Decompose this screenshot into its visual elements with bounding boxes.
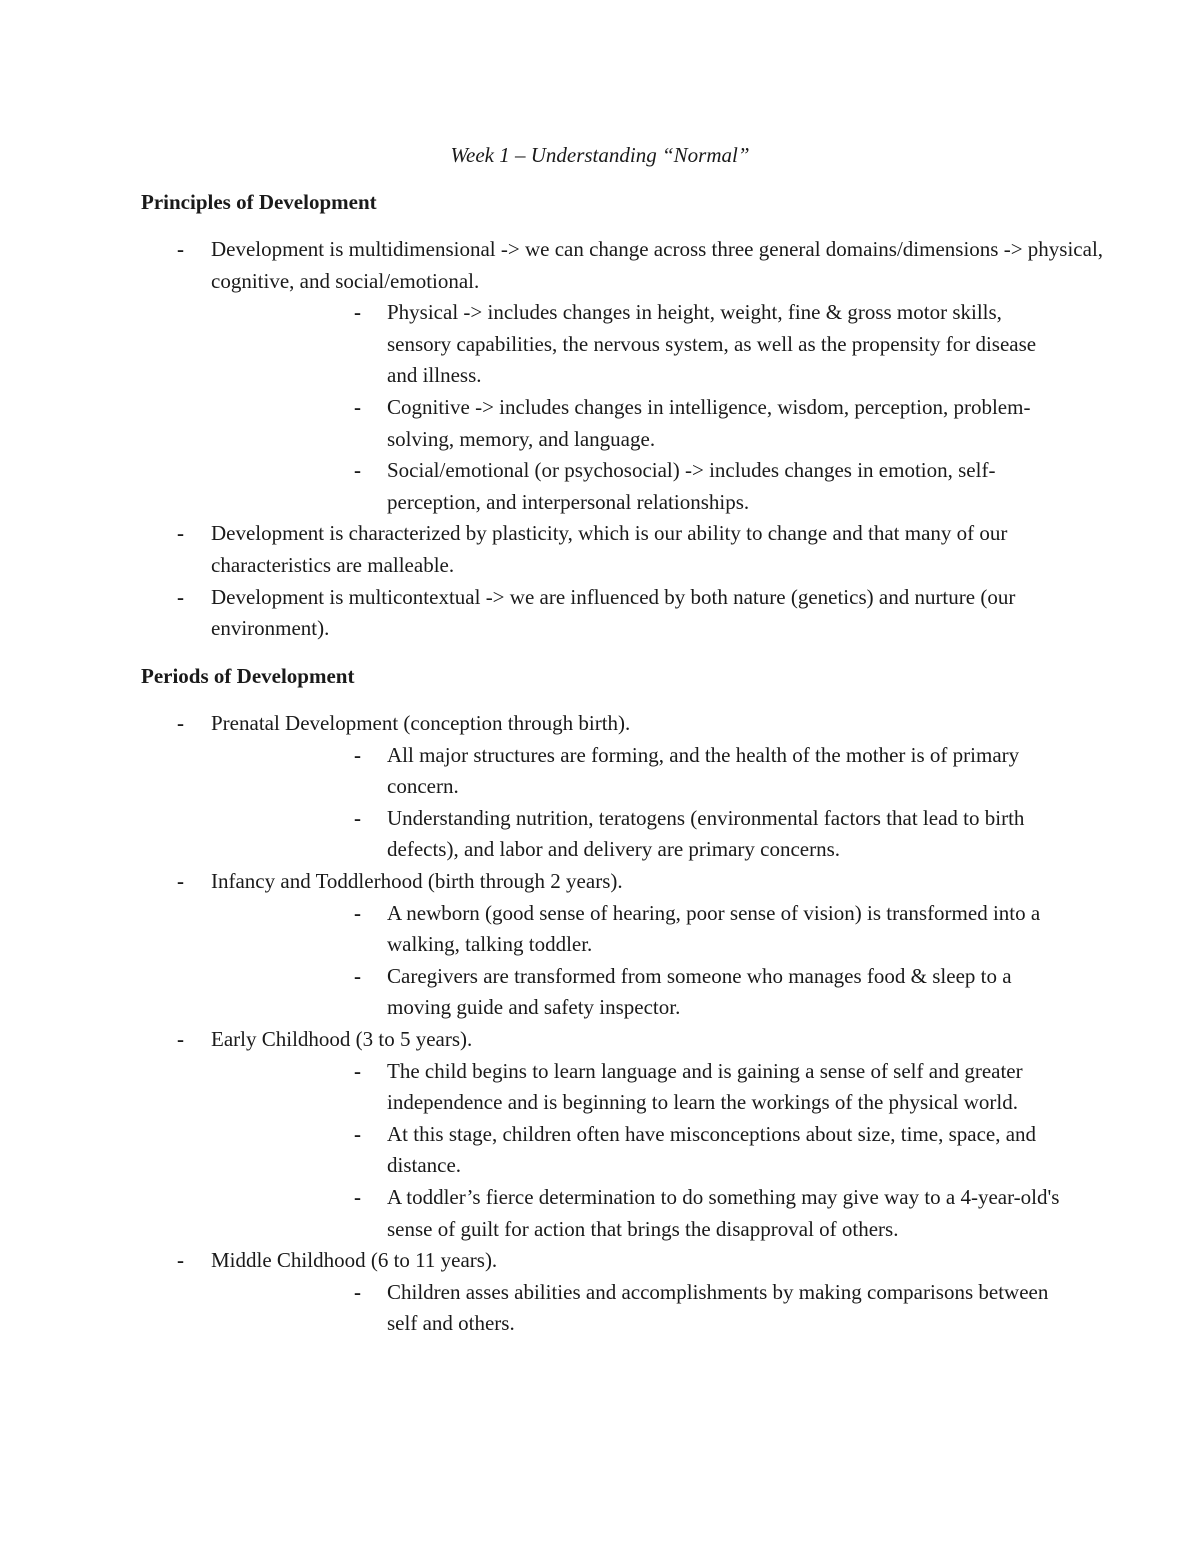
periods-list [141, 708, 1111, 1340]
list-item-text: Development is multidimensional -> we can change across three general domains/dimensions -> physical, cognitive, and social/emotional. [211, 237, 1104, 293]
bullet-dash: - [354, 963, 361, 988]
sub-list-item-text: At this stage, children often have misconceptions about size, time, space, and distance. [387, 1121, 1037, 1178]
principles-list [141, 234, 1111, 645]
bullet-dash: - [354, 805, 361, 830]
bullet-dash: - [354, 394, 361, 419]
sub-list-item-text: Children asses abilities and accomplishments by making comparisons between self and others. [387, 1279, 1049, 1336]
list-item-text: Development is multicontextual -> we are influenced by both nature (genetics) and nurture (our environment). [211, 584, 1016, 641]
sub-list-item-text: Cognitive -> includes changes in intelligence, wisdom, perception, problem-solving, memory, and language. [387, 394, 1031, 451]
list-item [141, 866, 1111, 898]
sub-list-item [317, 961, 1067, 1024]
bullet-dash: - [354, 1279, 361, 1304]
sub-list-item [317, 740, 1067, 803]
bullet-dash: - [177, 711, 184, 735]
list-item-text: Development is characterized by plasticity, which is our ability to change and that many of our characteristics are malleable. [211, 521, 1008, 577]
bullet-dash: - [354, 1058, 361, 1083]
bullet-dash: - [354, 900, 361, 925]
list-item-text: Infancy and Toddlerhood (birth through 2 years). [211, 868, 623, 893]
sub-list-item-text: Physical -> includes changes in height, weight, fine & gross motor skills, sensory capabilities, the nervous system, as well as the propensity for disease and illness. [387, 300, 1037, 388]
list-item [141, 518, 1111, 581]
sub-list-item-text: Understanding nutrition, teratogens (environmental factors that lead to birth defects), and labor and delivery are primary concerns. [387, 805, 1025, 862]
sub-list-item [317, 1056, 1067, 1119]
bullet-dash: - [177, 237, 184, 261]
sub-list-item [317, 297, 1067, 392]
bullet-dash: - [177, 1026, 184, 1051]
bullet-dash: - [354, 1121, 361, 1146]
sub-list-item [317, 455, 1067, 518]
list-item-text: Prenatal Development (conception through birth). [211, 711, 631, 735]
sub-list-item-text: All major structures are forming, and the health of the mother is of primary concern. [387, 742, 1020, 799]
list-item-text: Early Childhood (3 to 5 years). [211, 1026, 473, 1051]
sub-list-item [317, 392, 1067, 455]
sub-list-item [317, 1119, 1067, 1182]
sub-list-item [317, 1182, 1067, 1245]
bullet-dash: - [354, 300, 361, 325]
section-heading-periods: Periods of Development [141, 664, 355, 688]
bullet-dash: - [354, 742, 361, 767]
sub-list-item [317, 898, 1067, 961]
list-item-text: Middle Childhood (6 to 11 years). [211, 1248, 498, 1273]
sub-list-item-text: A newborn (good sense of hearing, poor sense of vision) is transformed into a walking, talking toddler. [387, 900, 1041, 957]
bullet-dash: - [354, 458, 361, 483]
bullet-dash: - [177, 1248, 184, 1273]
sub-list-item-text: Social/emotional (or psychosocial) -> includes changes in emotion, self-perception, and interpersonal relationships. [387, 458, 996, 514]
page-title: Week 1 – Understanding “Normal” [450, 143, 750, 167]
bullet-dash: - [354, 1184, 361, 1209]
bullet-dash: - [177, 521, 184, 546]
bullet-dash: - [177, 584, 184, 609]
sub-list-item-text: A toddler’s fierce determination to do something may give way to a 4-year-old's sense of guilt for action that brings the disapproval of others. [387, 1184, 1060, 1241]
list-item [141, 234, 1111, 297]
section-heading-principles: Principles of Development [141, 190, 377, 214]
list-item [141, 582, 1111, 645]
list-item [141, 1024, 1111, 1056]
sub-list-item [317, 1277, 1067, 1340]
list-item [141, 708, 1111, 740]
list-item [141, 1245, 1111, 1277]
sub-list-item-text: Caregivers are transformed from someone who manages food & sleep to a moving guide and safety inspector. [387, 963, 1012, 1020]
sub-list-item-text: The child begins to learn language and is gaining a sense of self and greater independence and is beginning to learn the workings of the physical world. [387, 1058, 1023, 1115]
bullet-dash: - [177, 868, 184, 893]
sub-list-item [317, 803, 1067, 866]
